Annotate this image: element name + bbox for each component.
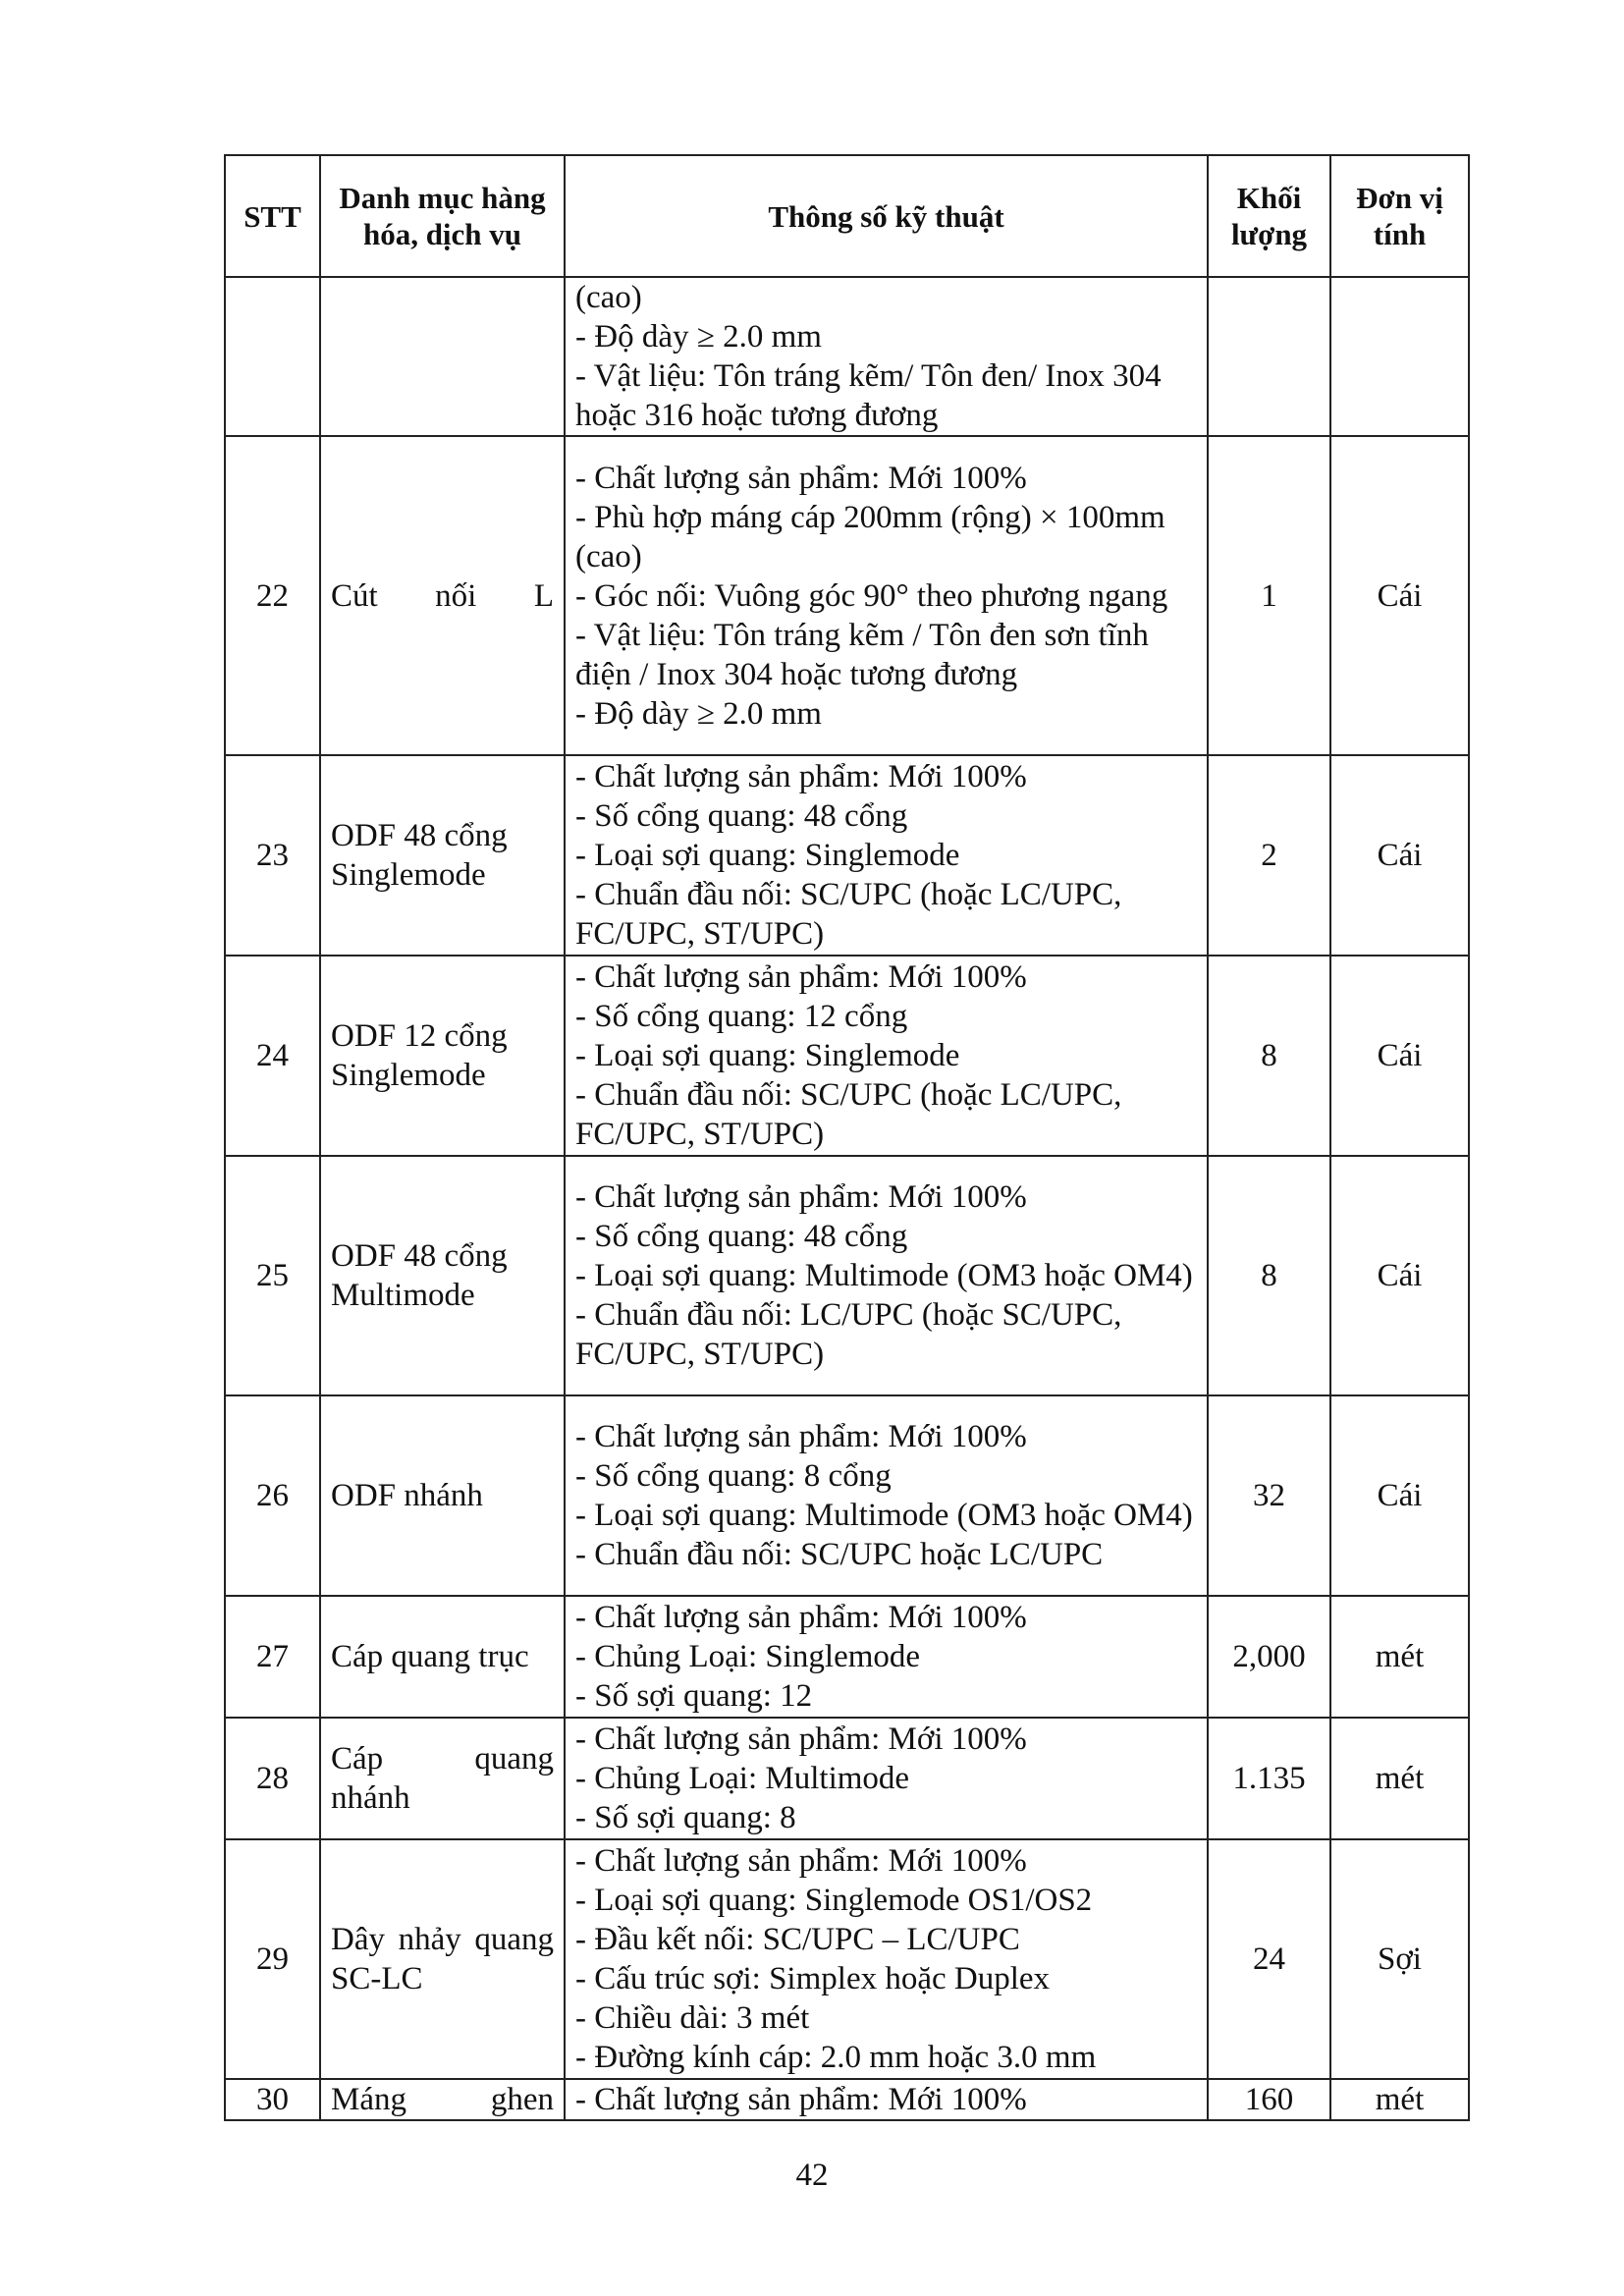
cell-specification: [565, 755, 1208, 956]
spec-line: - Loại sợi quang: Singlemode OS1/OS2: [575, 1883, 1093, 1918]
spec-line: - Cấu trúc sợi: Simplex hoặc Duplex: [575, 1961, 1051, 1996]
cell-unit: Cái: [1330, 956, 1469, 1156]
cell-item-name: [320, 277, 565, 436]
table-body: [225, 277, 1469, 2120]
spec-line: - Chất lượng sản phẩm: Mới 100%: [575, 1600, 1027, 1635]
spec-line: - Số cổng quang: 12 cổng: [575, 999, 908, 1034]
cell-stt: 27: [225, 1596, 320, 1718]
cell-item-name: ODF 12 cổng Singlemode: [320, 956, 565, 1156]
cell-item-name: ODF 48 cổng Multimode: [320, 1156, 565, 1395]
spec-line: - Chuẩn đầu nối: SC/UPC (hoặc LC/UPC, FC/UPC, ST/UPC): [575, 877, 1130, 952]
spec-line: - Phù hợp máng cáp 200mm (rộng) × 100mm (cao): [575, 499, 1173, 574]
header-qty: Khối lượng: [1208, 155, 1330, 277]
spec-line: - Góc nối: Vuông góc 90° theo phương ngang: [575, 577, 1168, 614]
cell-quantity: 2: [1208, 755, 1330, 956]
cell-unit: mét: [1330, 1596, 1469, 1718]
cell-stt: 24: [225, 956, 320, 1156]
cell-unit: Cái: [1330, 1156, 1469, 1395]
cell-unit: [1330, 277, 1469, 436]
spec-line: - Số cổng quang: 48 cổng: [575, 1219, 908, 1254]
table-row: [225, 1718, 1469, 1839]
page-number: 42: [795, 2158, 829, 2193]
cell-quantity: 2,000: [1208, 1596, 1330, 1718]
cell-unit: Cái: [1330, 755, 1469, 956]
cell-quantity: 1.135: [1208, 1718, 1330, 1839]
table-row: [225, 1596, 1469, 1718]
cell-stt: 28: [225, 1718, 320, 1839]
cell-item-name: Dây nhảy quang SC-LC: [320, 1839, 565, 2079]
table-row: [225, 755, 1469, 956]
cell-unit: mét: [1330, 1718, 1469, 1839]
cell-specification: [565, 1395, 1208, 1596]
spec-line: - Chất lượng sản phẩm: Mới 100%: [575, 959, 1027, 995]
spec-line: (cao): [575, 280, 642, 315]
cell-specification: [565, 277, 1208, 436]
header-name: Danh mục hàng hóa, dịch vụ: [320, 155, 565, 277]
spec-line: - Chuẩn đầu nối: SC/UPC hoặc LC/UPC: [575, 1537, 1104, 1572]
table-row: [225, 436, 1469, 755]
table-row: [225, 1156, 1469, 1395]
cell-quantity: 160: [1208, 2079, 1330, 2120]
cell-specification: [565, 956, 1208, 1156]
cell-item-name: Cáp quang trục: [320, 1596, 565, 1718]
spec-line: - Số cổng quang: 8 cổng: [575, 1458, 892, 1494]
cell-stt: 30: [225, 2079, 320, 2120]
cell-stt: 22: [225, 436, 320, 755]
spec-line: - Chất lượng sản phẩm: Mới 100%: [575, 460, 1027, 496]
spec-line: - Đường kính cáp: 2.0 mm hoặc 3.0 mm: [575, 2040, 1097, 2075]
cell-quantity: 32: [1208, 1395, 1330, 1596]
cell-unit: Sợi: [1330, 1839, 1469, 2079]
cell-quantity: 8: [1208, 956, 1330, 1156]
cell-quantity: 8: [1208, 1156, 1330, 1395]
specification-table: [224, 154, 1470, 2121]
cell-item-name: Cáp quang nhánh: [320, 1718, 565, 1839]
spec-line: - Số cổng quang: 48 cổng: [575, 798, 908, 834]
spec-line: - Chất lượng sản phẩm: Mới 100%: [575, 2082, 1027, 2117]
spec-line: - Chất lượng sản phẩm: Mới 100%: [575, 1179, 1027, 1215]
spec-line: - Vật liệu: Tôn tráng kẽm/ Tôn đen/ Inox 304 hoặc 316 hoặc tương đương: [575, 358, 1169, 433]
table-row: [225, 956, 1469, 1156]
cell-item-name: ODF 48 cổng Singlemode: [320, 755, 565, 956]
spec-line: - Loại sợi quang: Singlemode: [575, 1038, 960, 1073]
header-stt: STT: [225, 155, 320, 277]
table-row: [225, 1395, 1469, 1596]
cell-specification: [565, 2079, 1208, 2120]
spec-line: - Loại sợi quang: Multimode (OM3 hoặc OM4): [575, 1498, 1193, 1533]
table-row: [225, 277, 1469, 436]
spec-line: - Đầu kết nối: SC/UPC – LC/UPC: [575, 1922, 1020, 1957]
cell-unit: Cái: [1330, 1395, 1469, 1596]
cell-item-name: Máng ghen: [320, 2079, 565, 2120]
spec-line: - Chiều dài: 3 mét: [575, 2000, 810, 2036]
table-row: [225, 1839, 1469, 2079]
spec-line: - Loại sợi quang: Singlemode: [575, 838, 960, 873]
cell-stt: 26: [225, 1395, 320, 1596]
cell-quantity: 24: [1208, 1839, 1330, 2079]
cell-stt: 29: [225, 1839, 320, 2079]
table-row: [225, 2079, 1469, 2120]
cell-quantity: [1208, 277, 1330, 436]
cell-specification: [565, 1839, 1208, 2079]
spec-line: - Chuẩn đầu nối: SC/UPC (hoặc LC/UPC, FC/UPC, ST/UPC): [575, 1077, 1130, 1152]
cell-unit: mét: [1330, 2079, 1469, 2120]
spec-line: - Số sợi quang: 8: [575, 1800, 796, 1835]
spec-line: - Chuẩn đầu nối: LC/UPC (hoặc SC/UPC, FC/UPC, ST/UPC): [575, 1297, 1130, 1372]
spec-line: - Chất lượng sản phẩm: Mới 100%: [575, 1419, 1027, 1454]
header-unit: Đơn vị tính: [1330, 155, 1469, 277]
cell-quantity: 1: [1208, 436, 1330, 755]
cell-stt: [225, 277, 320, 436]
spec-line: - Độ dày ≥ 2.0 mm: [575, 695, 822, 732]
cell-specification: [565, 1156, 1208, 1395]
cell-stt: 23: [225, 755, 320, 956]
spec-line: - Chất lượng sản phẩm: Mới 100%: [575, 1722, 1027, 1757]
table-header-row: [225, 155, 1469, 277]
spec-line: - Chất lượng sản phẩm: Mới 100%: [575, 1843, 1027, 1879]
spec-line: - Loại sợi quang: Multimode (OM3 hoặc OM4): [575, 1258, 1193, 1293]
cell-specification: [565, 1718, 1208, 1839]
header-spec: Thông số kỹ thuật: [565, 155, 1208, 277]
cell-item-name: Cút nối L: [320, 436, 565, 755]
cell-specification: [565, 436, 1208, 755]
spec-line: - Độ dày ≥ 2.0 mm: [575, 319, 822, 355]
cell-unit: Cái: [1330, 436, 1469, 755]
spec-line: - Số sợi quang: 12: [575, 1678, 813, 1714]
spec-line: - Chủng Loại: Multimode: [575, 1761, 910, 1796]
spec-line: - Chủng Loại: Singlemode: [575, 1639, 921, 1674]
spec-line: - Vật liệu: Tôn tráng kẽm / Tôn đen sơn tĩnh điện / Inox 304 hoặc tương đương: [575, 617, 1158, 692]
cell-stt: 25: [225, 1156, 320, 1395]
cell-specification: [565, 1596, 1208, 1718]
cell-item-name: ODF nhánh: [320, 1395, 565, 1596]
spec-line: - Chất lượng sản phẩm: Mới 100%: [575, 759, 1027, 794]
